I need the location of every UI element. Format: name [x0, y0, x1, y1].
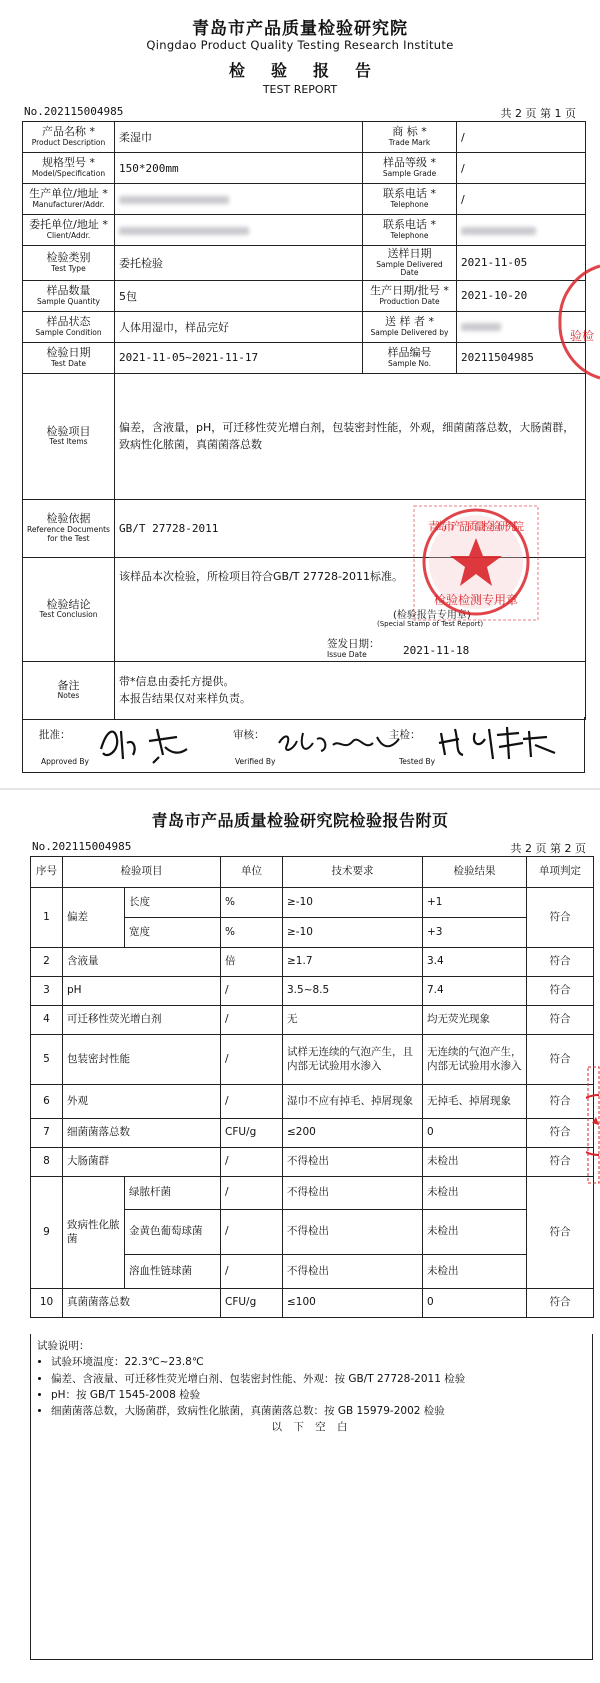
tested-label-en: Tested By	[399, 757, 436, 766]
issue-date-label-cn: 签发日期：	[327, 637, 380, 650]
row-result: 无连续的气泡产生，内部无试验用水渗入	[423, 1035, 527, 1085]
tester-signature	[435, 719, 575, 763]
row-subitem: 绿脓杆菌	[125, 1177, 221, 1210]
row-item: 可迁移性荧光增白剂	[63, 1006, 221, 1035]
header-unit: 单位	[221, 857, 283, 888]
row-unit: /	[221, 1148, 283, 1177]
conclusion-text: 该样品本次检验，所检项目符合GB/T 27728-2011标准。	[119, 569, 403, 583]
row-item: 细菌菌落总数	[63, 1119, 221, 1148]
row-no: 4	[31, 1006, 63, 1035]
row-result: 未检出	[423, 1148, 527, 1177]
row-judgement: 符合	[527, 1006, 594, 1035]
value-model: 150*200mm	[115, 153, 363, 184]
test-note-item: • 细菌菌落总数，大肠菌群，致病性化脓菌，真菌菌落总数：按 GB 15979-2002 检验	[51, 1403, 586, 1419]
row-no: 6	[31, 1085, 63, 1119]
row-requirement: 不得检出	[283, 1177, 423, 1210]
row-unit: /	[221, 1177, 283, 1210]
row-item: 含液量	[63, 948, 221, 977]
row-judgement: 符合	[527, 1289, 594, 1318]
row-result: 未检出	[423, 1255, 527, 1289]
results-table	[30, 856, 594, 1318]
row-no: 9	[31, 1177, 63, 1289]
header-judgement: 单项判定	[527, 857, 594, 888]
report-number: No.202115004985	[24, 105, 124, 118]
table-row	[31, 1148, 594, 1177]
inspection-stamp	[412, 504, 540, 622]
value-test-date: 2021-11-05~2021-11-17	[115, 342, 363, 373]
row-no: 7	[31, 1119, 63, 1148]
row-item: pH	[63, 977, 221, 1006]
label-delivered-by: 送 样 者 * Sample Delivered by	[363, 311, 457, 342]
edge-stamp-fragment	[540, 262, 600, 382]
row-judgement: 符合	[527, 1035, 594, 1085]
row-result: 0	[423, 1289, 527, 1318]
table-row	[31, 1289, 594, 1318]
header-no: 序号	[31, 857, 63, 888]
institute-name-cn: 青岛市产品质量检验研究院	[192, 19, 408, 39]
row-unit: /	[221, 1006, 283, 1035]
test-notes-title: 试验说明：	[37, 1340, 90, 1352]
row-subitem: 长度	[125, 888, 221, 918]
row-unit: /	[221, 1255, 283, 1289]
row-result: 无掉毛、掉屑现象	[423, 1085, 527, 1119]
value-test-type: 委托检验	[115, 246, 363, 281]
row-unit: CFU/g	[221, 1119, 283, 1148]
value-sample-quantity: 5包	[115, 280, 363, 311]
header-item: 检验项目	[63, 857, 221, 888]
row-result: 未检出	[423, 1177, 527, 1210]
value-sample-condition: 人体用湿巾，样品完好	[115, 311, 363, 342]
header-requirement: 技术要求	[283, 857, 423, 888]
appendix-page-indicator: 共 2 页 第 2 页	[510, 842, 586, 855]
label-reference: 检验依据 Reference Documents for the Test	[23, 499, 115, 557]
row-item: 致病性化脓菌	[63, 1177, 125, 1289]
row-result: 0	[423, 1119, 527, 1148]
report-page-1	[0, 0, 600, 790]
table-row	[31, 948, 594, 977]
value-reference: GB/T 27728-2011	[115, 499, 586, 557]
label-delivered-date: 送样日期 Sample Delivered Date	[363, 246, 457, 281]
row-subitem: 溶血性链球菌	[125, 1255, 221, 1289]
test-notes	[30, 1334, 593, 1660]
row-judgement: 符合	[527, 1148, 594, 1177]
row-requirement: 不得检出	[283, 1255, 423, 1289]
stamp-bottom-text: 检验检测专用章	[433, 593, 519, 607]
value-client-redacted	[115, 215, 363, 246]
row-subitem: 金黄色葡萄球菌	[125, 1210, 221, 1255]
value-production-date: 2021-10-20	[457, 280, 586, 311]
row-judgement: 符合	[527, 1177, 594, 1289]
tested-label-cn: 主检：	[389, 729, 421, 741]
header-result: 检验结果	[423, 857, 527, 888]
label-model: 规格型号 * Model/Specification	[23, 153, 115, 184]
report-info-table	[22, 121, 586, 720]
label-sample-grade: 样品等级 * Sample Grade	[363, 153, 457, 184]
row-subitem: 宽度	[125, 918, 221, 948]
value-product-description: 柔湿巾	[115, 122, 363, 153]
label-test-date: 检验日期 Test Date	[23, 342, 115, 373]
row-requirement: 湿巾不应有掉毛、掉屑现象	[283, 1085, 423, 1119]
verified-label-cn: 审核：	[233, 729, 265, 741]
row-requirement: ≥-10	[283, 888, 423, 918]
end-of-report: 以 下 空 白	[271, 1421, 352, 1434]
signature-band	[22, 717, 585, 773]
row-result: 均无荧光现象	[423, 1006, 527, 1035]
table-row	[31, 1119, 594, 1148]
row-unit: /	[221, 1085, 283, 1119]
issue-date-label-en: Issue Date	[327, 649, 367, 659]
row-requirement: 无	[283, 1006, 423, 1035]
value-test-items: 偏差，含液量，pH，可迁移性荧光增白剂，包装密封性能，外观，细菌菌落总数，大肠菌群，致病性化脓菌，真菌菌落总数	[115, 373, 586, 499]
row-requirement: ≥1.7	[283, 948, 423, 977]
row-no: 3	[31, 977, 63, 1006]
row-result: +3	[423, 918, 527, 948]
label-sample-condition: 样品状态 Sample Condition	[23, 311, 115, 342]
row-item: 包装密封性能	[63, 1035, 221, 1085]
label-sample-quantity: 样品数量 Sample Quantity	[23, 280, 115, 311]
test-note-item: • 试验环境温度：22.3℃~23.8℃	[51, 1354, 586, 1370]
row-judgement: 符合	[527, 888, 594, 948]
table-row	[31, 1035, 594, 1085]
note-line-2: 本报告结果仅对来样负责。	[119, 692, 251, 706]
label-telephone-1: 联系电话 * Telephone	[363, 184, 457, 215]
row-judgement: 符合	[527, 977, 594, 1006]
label-product-description: 产品名称 * Product Description	[23, 122, 115, 153]
table-row	[31, 977, 594, 1006]
row-result: 未检出	[423, 1210, 527, 1255]
row-item: 偏差	[63, 888, 125, 948]
seam-stamp-fragment	[586, 1065, 600, 1185]
row-no: 8	[31, 1148, 63, 1177]
row-unit: %	[221, 888, 283, 918]
row-requirement: ≤200	[283, 1119, 423, 1148]
row-result: 7.4	[423, 977, 527, 1006]
row-item: 大肠菌群	[63, 1148, 221, 1177]
row-requirement: ≥-10	[283, 918, 423, 948]
row-result: +1	[423, 888, 527, 918]
value-trade-mark: /	[457, 122, 586, 153]
note-line-1: 带*信息由委托方提供。	[119, 674, 235, 688]
label-sample-no: 样品编号 Sample No.	[363, 342, 457, 373]
row-unit: /	[221, 1035, 283, 1085]
stamp-label-en: (Special Stamp of Test Report)	[377, 619, 484, 628]
approved-label-cn: 批准：	[39, 729, 71, 741]
test-note-item: • pH：按 GB/T 1545-2008 检验	[51, 1387, 586, 1403]
value-manufacturer-redacted	[115, 184, 363, 215]
value-delivered-date: 2021-11-05	[457, 246, 586, 281]
report-title-cn: 检验报告	[228, 61, 397, 80]
row-requirement: 试样无连续的气泡产生，且内部无试验用水渗入	[283, 1035, 423, 1085]
row-no: 5	[31, 1035, 63, 1085]
institute-name-en: Qingdao Product Quality Testing Research Institute	[146, 38, 454, 52]
row-unit: /	[221, 1210, 283, 1255]
label-notes: 备注 Notes	[23, 661, 115, 719]
row-judgement: 符合	[527, 948, 594, 977]
row-unit: 倍	[221, 948, 283, 977]
report-title-en: TEST REPORT	[262, 83, 338, 96]
row-no: 10	[31, 1289, 63, 1318]
edge-stamp-text: 验检	[570, 329, 595, 343]
row-judgement: 符合	[527, 1085, 594, 1119]
test-notes-list	[37, 1354, 586, 1419]
row-unit: CFU/g	[221, 1289, 283, 1318]
stamp-ring-text: 青岛市产品质量检验研究院	[428, 520, 524, 533]
label-telephone-2: 联系电话 * Telephone	[363, 215, 457, 246]
test-note-item: • 偏差、含液量、可迁移性荧光增白剂、包装密封性能、外观：按 GB/T 27728-2011 检验	[51, 1371, 586, 1387]
row-requirement: ≤100	[283, 1289, 423, 1318]
label-production-date: 生产日期/批号 * Production Date	[363, 280, 457, 311]
table-row	[31, 1085, 594, 1119]
value-telephone-2-redacted	[457, 215, 586, 246]
appendix-title: 青岛市产品质量检验研究院检验报告附页	[151, 811, 449, 830]
notes-content	[115, 661, 586, 719]
label-client: 委托单位/地址 * Client/Addr.	[23, 215, 115, 246]
table-row	[31, 1006, 594, 1035]
row-unit: %	[221, 918, 283, 948]
row-judgement: 符合	[527, 1119, 594, 1148]
table-row	[31, 888, 594, 918]
row-no: 1	[31, 888, 63, 948]
row-result: 3.4	[423, 948, 527, 977]
row-requirement: 不得检出	[283, 1210, 423, 1255]
row-item: 真菌菌落总数	[63, 1289, 221, 1318]
label-manufacturer: 生产单位/地址 * Manufacturer/Addr.	[23, 184, 115, 215]
value-telephone-1: /	[457, 184, 586, 215]
value-sample-grade: /	[457, 153, 586, 184]
verified-label-en: Verified By	[235, 757, 276, 766]
row-unit: /	[221, 977, 283, 1006]
row-no: 2	[31, 948, 63, 977]
appendix-report-number: No.202115004985	[32, 840, 132, 853]
row-requirement: 不得检出	[283, 1148, 423, 1177]
label-trade-mark: 商 标 * Trade Mark	[363, 122, 457, 153]
row-requirement: 3.5~8.5	[283, 977, 423, 1006]
approver-signature	[93, 719, 203, 765]
approved-label-en: Approved By	[41, 757, 89, 766]
table-row	[31, 1177, 594, 1210]
label-test-items: 检验项目 Test Items	[23, 373, 115, 499]
stamp-label-cn: (检验报告专用章)	[393, 609, 471, 621]
page-indicator: 共 2 页 第 1 页	[500, 107, 576, 120]
value-sample-no: 20211504985	[457, 342, 586, 373]
report-page-2	[0, 790, 600, 1683]
label-conclusion: 检验结论 Test Conclusion	[23, 557, 115, 661]
row-item: 外观	[63, 1085, 221, 1119]
label-test-type: 检验类别 Test Type	[23, 246, 115, 281]
issue-date-value: 2021-11-18	[403, 643, 470, 657]
